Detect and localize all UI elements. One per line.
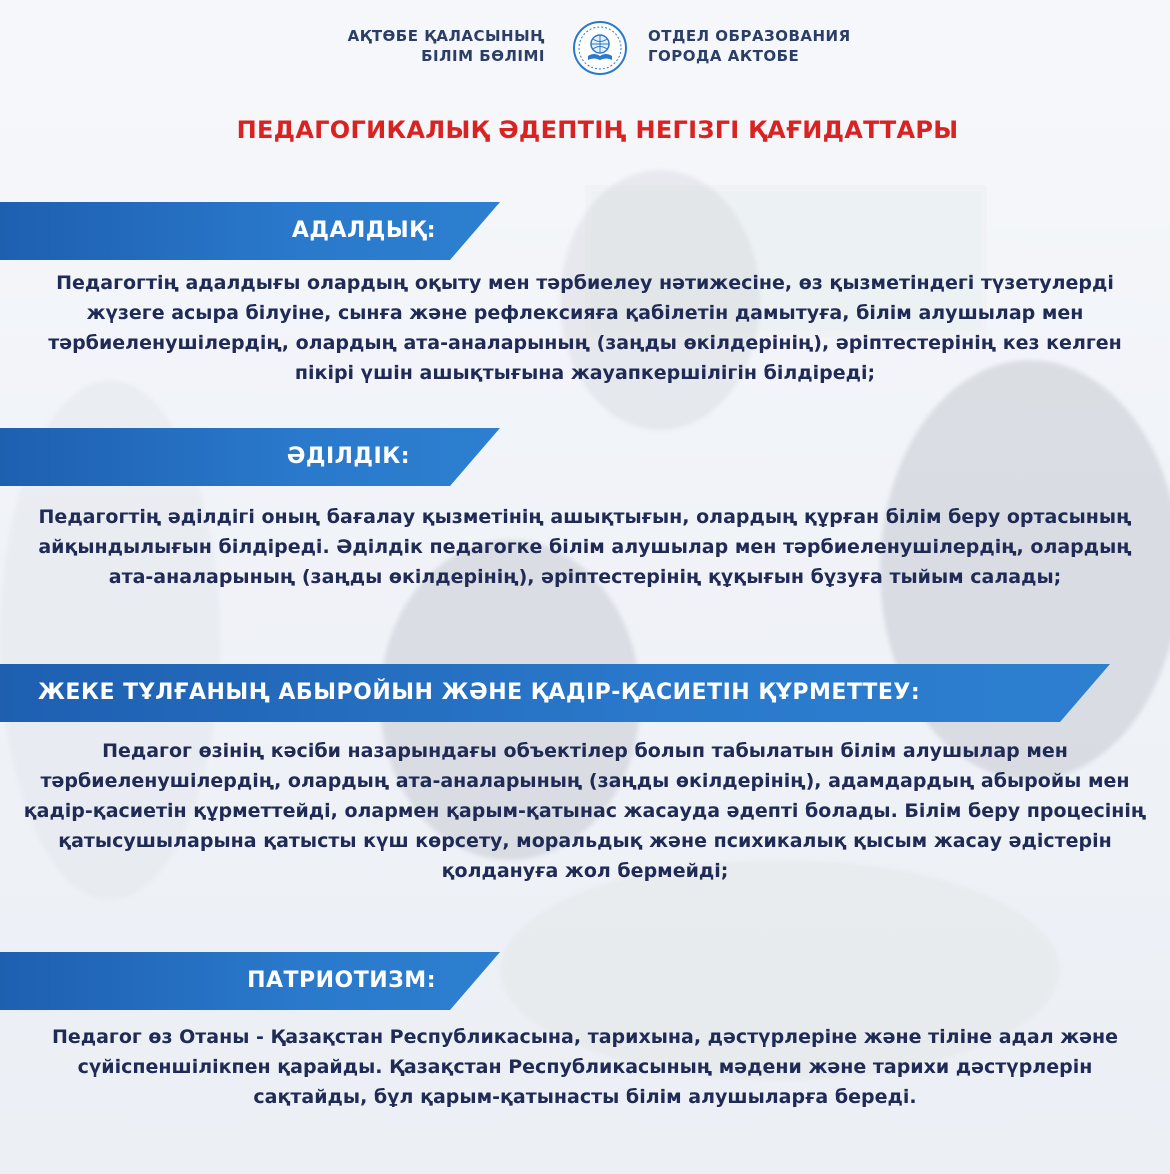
section-banner-respect xyxy=(0,664,1110,722)
header-right-line1: ОТДЕЛ ОБРАЗОВАНИЯ xyxy=(648,27,851,45)
header-left-line1: АҚТӨБЕ ҚАЛАСЫНЫҢ xyxy=(347,27,545,45)
header-org-kazakh xyxy=(348,26,545,66)
section-banner-patriotism xyxy=(0,952,500,1010)
section-heading: ПАТРИОТИЗМ: xyxy=(247,968,436,993)
section-text-respect: Педагог өзінің кәсіби назарындағы объектілер болып табылатын білім алушылар мен тәрбиеленушілердің, олардың ата-аналарының (заңды өкілдерінің), адамдардың абыройы мен қадір-қасиетін құрметтейді, олармен қарым-қатынас жасауда әдепті болады. Білім беру процесінің қатысушыларына қатысты күш көрсету, моральдық және психикалық қысым жасау әдістерін қолдануға жол бермейді; xyxy=(23,740,1147,882)
banner-shape xyxy=(0,428,500,486)
header xyxy=(0,20,1170,80)
header-right-line2: ГОРОДА АКТОБЕ xyxy=(648,47,800,65)
header-org-russian xyxy=(648,26,851,66)
section-text-justice: Педагогтің әділдігі оның бағалау қызметінің ашықтығын, олардың құрған білім беру ортасының айқындылығын білдіреді. Әділдік педагогке білім алушылар мен тәрбиеленушілердің, олардың ата-аналарының (заңды өкілдерінің), әріптестерінің құқығын бұзуға тыйым салады; xyxy=(38,506,1132,588)
page-title: ПЕДАГОГИКАЛЫҚ ӘДЕПТІҢ НЕГІЗГІ ҚАҒИДАТТАРЫ xyxy=(236,116,959,144)
section-banner-justice xyxy=(0,428,500,486)
header-left-line2: БІЛІМ БӨЛІМІ xyxy=(421,47,545,65)
section-banner-honesty xyxy=(0,202,500,260)
education-department-emblem-icon xyxy=(572,20,628,76)
section-text-patriotism: Педагог өз Отаны - Қазақстан Республикасына, тарихына, дәстүрлеріне және тіліне адал және сүйіспеншілікпен қарайды. Қазақстан Республикасының мәдени және тарихи дәстүрлерін сақтайды, бұл қарым-қатынасты білім алушыларға береді. xyxy=(51,1026,1119,1108)
section-heading: ЖЕКЕ ТҰЛҒАНЫҢ АБЫРОЙЫН ЖӘНЕ ҚАДІР-ҚАСИЕТІН ҚҰРМЕТТЕУ: xyxy=(38,680,921,705)
section-text-honesty: Педагогтің адалдығы олардың оқыту мен тәрбиелеу нәтижесіне, өз қызметіндегі түзетулерді жүзеге асыра білуіне, сынға және рефлексияға қабілетін дамытуға, білім алушылар мен тәрбиеленушілердің, олардың ата-аналарының (заңды өкілдерінің), әріптестерінің кез келген пікірі үшін ашықтығына жауапкершілігін білдіреді; xyxy=(48,272,1122,384)
section-heading: АДАЛДЫҚ: xyxy=(291,218,436,243)
section-heading: ӘДІЛДІК: xyxy=(286,444,410,469)
